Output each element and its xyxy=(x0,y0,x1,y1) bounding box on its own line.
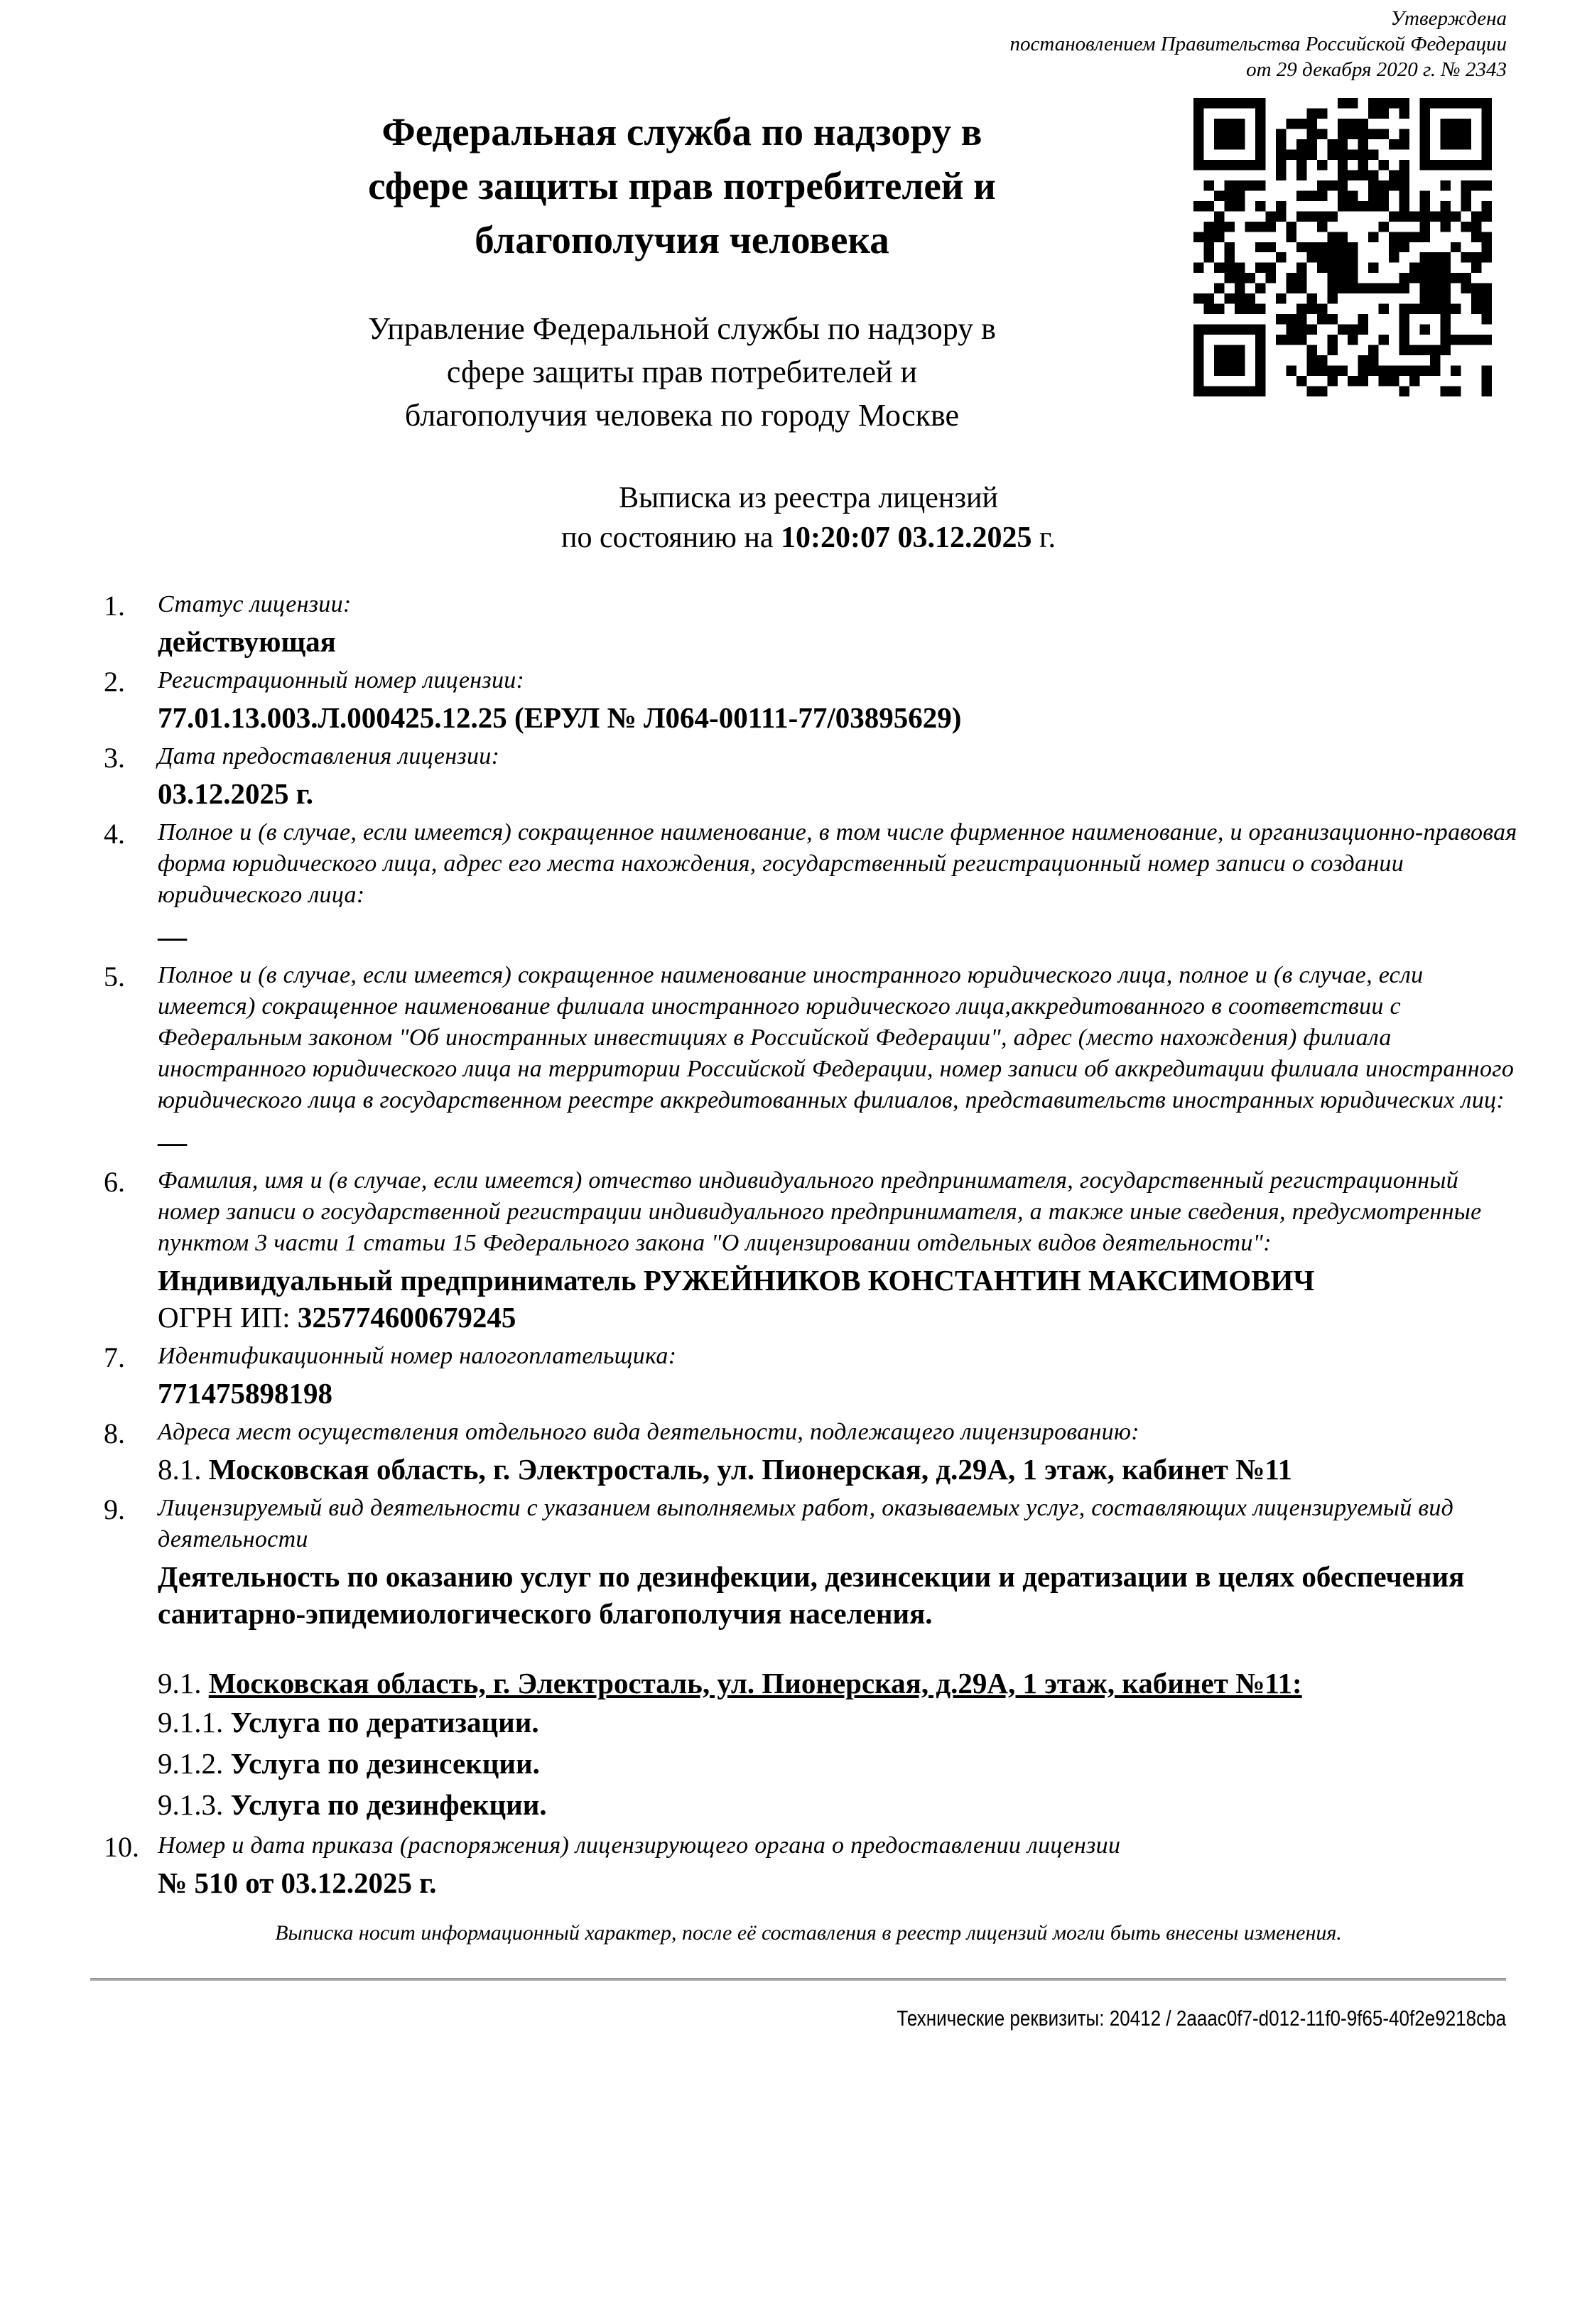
item-2-label: Регистрационный номер лицензии: xyxy=(158,667,525,693)
item-4-value: — xyxy=(158,920,187,953)
item-1-label: Статус лицензии: xyxy=(158,591,352,617)
item-5-label: Полное и (в случае, если имеется) сокращенное наименование иностранного юридического лица, полное и (в случае, если имеется) сокращенное наименование филиала иностранного юридического лица,аккредитованного в соответствии с Федеральным законом "Об иностранных инвестициях в Российской Федерации", адрес (место нахождения) филиала иностранного юридического лица на территории Российской Федерации, номер записи об аккредитации филиала иностранного юридического лица в государственном реестре аккредитованных филиалов, представительств иностранных юридических лиц: xyxy=(158,962,1515,1113)
item-4-legal-entity xyxy=(99,817,1517,955)
item-8-label: Адреса мест осуществления отдельного вида деятельности, подлежащего лицензированию: xyxy=(158,1419,1139,1445)
approval-line-2: постановлением Правительства Российской Федерации xyxy=(1009,33,1507,55)
approval-note xyxy=(0,0,1507,82)
as-of-suffix: г. xyxy=(1031,521,1056,554)
department-name-line-2: сфере защиты прав потребителей и xyxy=(446,355,918,389)
approval-line-1: Утверждена xyxy=(1390,7,1507,30)
qr-code-icon xyxy=(1193,98,1492,396)
informational-note: Выписка носит информационный характер, после её составления в реестр лицензий могли быть внесены изменения. xyxy=(275,1921,1342,1945)
item-5-foreign-entity xyxy=(99,960,1517,1160)
service-1-label: Услуга по дератизации. xyxy=(230,1706,539,1739)
item-3-number: 3. xyxy=(104,742,125,774)
item-6-entrepreneur-name: Индивидуальный предприниматель РУЖЕЙНИКОВ КОНСТАНТИН МАКСИМОВИЧ xyxy=(158,1264,1315,1297)
department-name-line-3: благополучия человека по городу Москве xyxy=(404,398,960,433)
agency-name-line-1: Федеральная служба по надзору в xyxy=(381,110,982,153)
ogrn-value: 325774600679245 xyxy=(297,1301,516,1334)
item-8-number: 8. xyxy=(104,1417,125,1449)
service-3-label: Услуга по дезинфекции. xyxy=(230,1788,547,1821)
extract-as-of-line xyxy=(99,518,1517,558)
item-8-address: Московская область, г. Электросталь, ул. Пионерская, д.29А, 1 этаж, кабинет №11 xyxy=(208,1453,1293,1486)
item-8-activity-addresses xyxy=(99,1417,1517,1488)
service-deratization-line xyxy=(158,1702,1517,1743)
item-7-value: 771475898198 xyxy=(158,1377,332,1410)
technical-requisites-value: 20412 / 2aaac0f7-d012-11f0-9f65-40f2e9218cba xyxy=(1109,2006,1506,2031)
item-1-status xyxy=(99,589,1517,660)
item-10-value: № 510 от 03.12.2025 г. xyxy=(158,1866,437,1899)
item-2-value: 77.01.13.003.Л.000425.12.25 (ЕРУЛ № Л064-00111-77/03895629) xyxy=(158,701,962,734)
license-items-list xyxy=(99,589,1517,1901)
item-10-label: Номер и дата приказа (распоряжения) лицензирующего органа о предоставлении лицензии xyxy=(158,1832,1121,1859)
item-9-number: 9. xyxy=(104,1493,125,1525)
item-10-order-number xyxy=(99,1830,1517,1901)
item-2-registration-number xyxy=(99,665,1517,736)
issuing-authority-block xyxy=(206,105,1158,437)
service-2-label: Услуга по дезинсекции. xyxy=(230,1747,540,1780)
item-9-address: Московская область, г. Электросталь, ул. Пионерская, д.29А, 1 этаж, кабинет №11: xyxy=(208,1667,1302,1699)
item-8-address-line xyxy=(158,1451,1517,1488)
agency-name-line-2: сфере защиты прав потребителей и xyxy=(368,164,996,207)
extract-title: Выписка из реестра лицензий xyxy=(619,482,998,514)
service-2-number: 9.1.2. xyxy=(158,1747,231,1780)
document-header xyxy=(0,105,1592,437)
department-name-line-1: Управление Федеральной службы по надзору в xyxy=(368,311,996,346)
department-name xyxy=(206,307,1158,437)
item-6-ogrn-line xyxy=(158,1299,1517,1336)
technical-requisites-label: Технические реквизиты: xyxy=(897,2006,1110,2031)
item-5-number: 5. xyxy=(104,961,125,993)
service-disinfection-line xyxy=(158,1784,1517,1825)
item-5-value: — xyxy=(158,1125,187,1158)
item-2-number: 2. xyxy=(104,666,125,698)
agency-name xyxy=(206,105,1158,267)
item-9-label: Лицензируемый вид деятельности с указанием выполняемых работ, оказываемых услуг, составляющих лицензируемый вид деятельности xyxy=(158,1495,1454,1552)
item-4-number: 4. xyxy=(104,818,125,850)
agency-name-line-3: благополучия человека xyxy=(475,218,889,261)
item-6-entrepreneur xyxy=(99,1165,1517,1336)
service-disinsection-line xyxy=(158,1743,1517,1784)
item-8-sub-number: 8.1. xyxy=(158,1453,209,1486)
approval-line-3: от 29 декабря 2020 г. № 2343 xyxy=(1246,58,1507,81)
item-1-number: 1. xyxy=(104,590,125,622)
technical-requisites-line xyxy=(0,2005,1506,2032)
as-of-datetime: 10:20:07 03.12.2025 xyxy=(781,521,1032,554)
item-7-number: 7. xyxy=(104,1341,125,1373)
item-7-label: Идентификационный номер налогоплательщика: xyxy=(158,1343,677,1369)
item-10-number: 10. xyxy=(104,1831,139,1863)
service-3-number: 9.1.3. xyxy=(158,1788,231,1821)
item-3-grant-date xyxy=(99,741,1517,812)
item-9-address-line xyxy=(158,1665,1517,1702)
item-3-label: Дата предоставления лицензии: xyxy=(158,743,500,769)
ogrn-label: ОГРН ИП: xyxy=(158,1301,298,1334)
item-6-label: Фамилия, имя и (в случае, если имеется) отчество индивидуального предпринимателя, государственный регистрационный номер записи о государственной регистрации индивидуального предпринимателя, а также иные сведения, предусмотренные пунктом 3 части 1 статьи 15 Федерального закона "О лицензировании отдельных видов деятельности": xyxy=(158,1167,1482,1256)
item-6-number: 6. xyxy=(104,1166,125,1198)
extract-title-block xyxy=(99,478,1517,558)
as-of-prefix: по состоянию на xyxy=(561,521,781,554)
item-9-licensed-activity xyxy=(99,1493,1517,1825)
item-4-label: Полное и (в случае, если имеется) сокращенное наименование, в том числе фирменное наименование, и организационно-правовая форма юридического лица, адрес его места нахождения, государственный регистрационный номер записи о создании юридического лица: xyxy=(158,819,1517,908)
item-9-sub-number: 9.1. xyxy=(158,1667,209,1699)
item-1-value: действующая xyxy=(158,625,336,658)
item-7-inn xyxy=(99,1341,1517,1412)
item-9-activity-description: Деятельность по оказанию услуг по дезинфекции, дезинсекции и дератизации в целях обеспечения санитарно-эпидемиологического благополучия населения. xyxy=(158,1560,1465,1630)
service-1-number: 9.1.1. xyxy=(158,1706,231,1739)
item-3-value: 03.12.2025 г. xyxy=(158,777,313,810)
footer-divider xyxy=(90,1978,1506,1981)
